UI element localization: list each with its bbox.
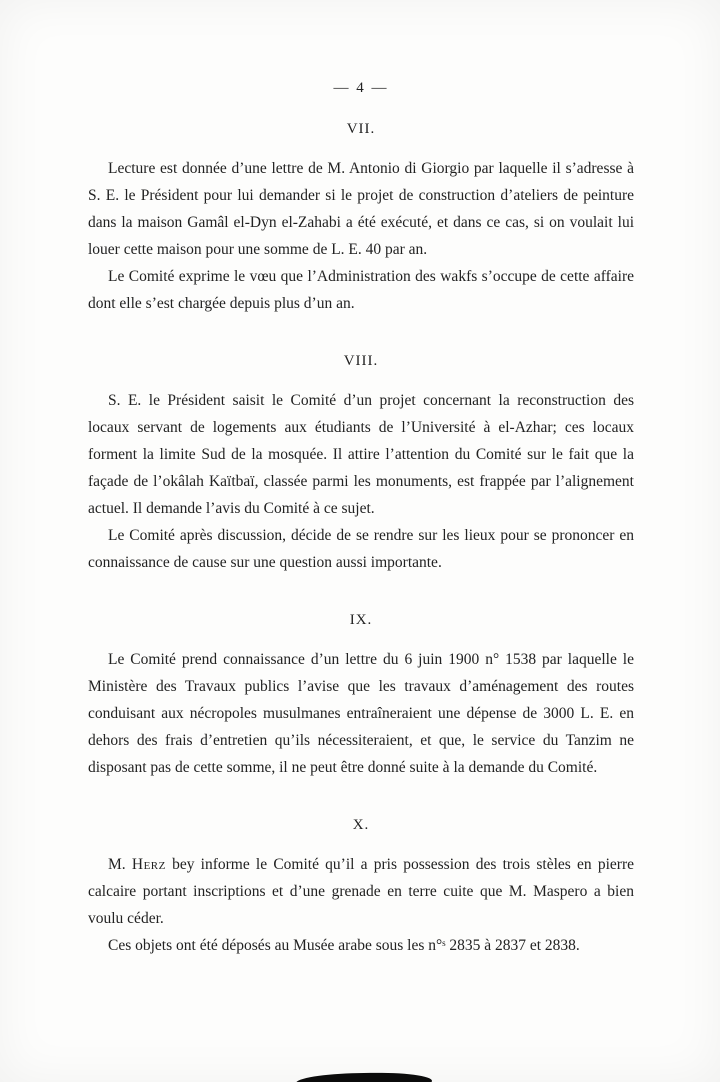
paragraph-text: bey informe le Comité qu’il a pris possession des trois stèles en pierre calcaire portant inscriptions et d’une grenade en terre cuite que M. Maspero a bien voulu céder.	[88, 856, 634, 927]
section-viii-heading: VIII.	[343, 353, 379, 369]
section-ix-heading: IX.	[349, 612, 373, 628]
paragraph: Le Comité exprime le vœu que l’Administration des wakfs s’occupe de cette affaire dont elle s’est chargée depuis plus d’un an.	[88, 268, 634, 312]
paragraph: S. E. le Président saisit le Comité d’un projet concernant la reconstruction des locaux servant de logements aux étudiants de l’Université à el-Azhar; ces locaux forment la limite Sud de la mosquée. Il attire l’attention du Comité sur le fait que la façade de l’okâlah Kaïtbaï, classée parmi les monuments, est frappée par l’alignement actuel. Il demande l’avis du Comité à ce sujet.	[88, 392, 634, 517]
person-name-herz: Herz	[131, 856, 166, 873]
section-viii	[88, 353, 634, 576]
section-x	[88, 817, 634, 959]
section-vii	[88, 121, 634, 317]
section-ix	[88, 612, 634, 781]
paragraph	[88, 851, 634, 932]
paragraph: Lecture est donnée d’une lettre de M. Antonio di Giorgio par laquelle il s’adresse à S. E. le Président pour lui demander si le projet de construction d’ateliers de peinture dans la maison Gamâl el-Dyn el-Zahabi a été exécuté, et dans ce cas, si on voulait lui louer cette maison pour une somme de L. E. 40 par an.	[88, 160, 634, 258]
paragraph-text: M.	[108, 856, 132, 873]
paragraph: Le Comité prend connaissance d’un lettre du 6 juin 1900 n° 1538 par laquelle le Ministère des Travaux publics l’avise que les travaux d’aménagement des routes conduisant aux nécropoles musulmanes entraîneraient une dépense de 3000 L. E. en dehors des frais d’entretien qu’ils nécessiteraient, et que, le service du Tanzim ne disposant pas de cette somme, il ne peut être donné suite à la demande du Comité.	[88, 651, 634, 776]
paragraph: Ces objets ont été déposés au Musée arabe sous les n°ˢ 2835 à 2837 et 2838.	[108, 937, 580, 954]
page-content	[88, 80, 634, 959]
section-vii-heading: VII.	[346, 121, 376, 137]
page-number: — 4 —	[333, 80, 389, 96]
paragraph: Le Comité après discussion, décide de se rendre sur les lieux pour se prononcer en connaissance de cause sur une question aussi importante.	[88, 527, 634, 571]
scan-edge-artifact	[296, 1072, 432, 1082]
section-x-heading: X.	[352, 817, 370, 833]
